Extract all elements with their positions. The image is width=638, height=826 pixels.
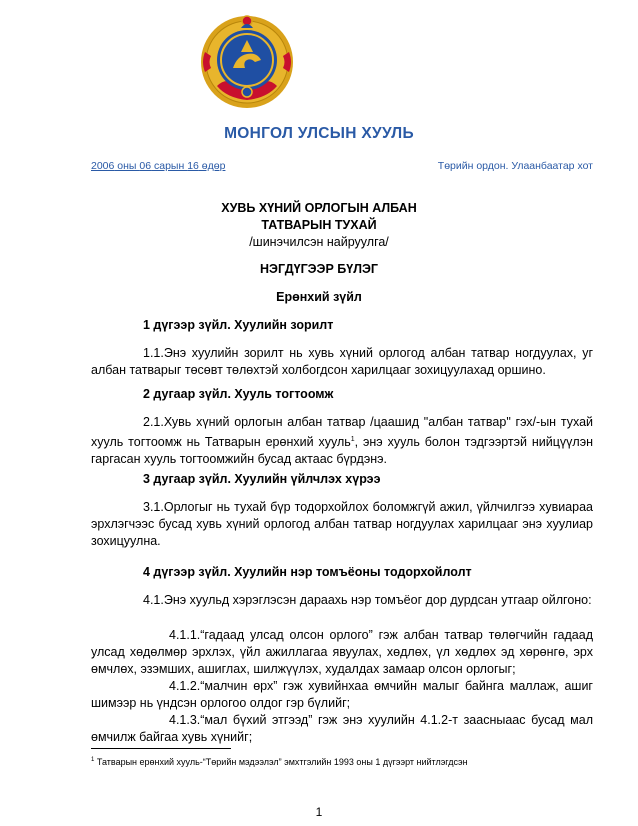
date-month: 06 [139,160,152,172]
date-day: 16 [187,160,199,172]
article-2-body-end: , энэ хууль болон тэдгээртэй нийцүүлэн гаргасан хууль тогтоомжийн бусад актаас бүрдэнэ. [91,435,593,467]
article-1-heading: 1 дүгээр зүйл. Хуулийн зорилт [143,318,334,332]
item-4-1-1-text: 4.1.1.“гадаад улсад олсон орлого” гэж албан татвар төлөгчийн гадаад улсад хөдөлмөр эрхлэх, үйл ажиллагаа явуулах, хөдлөх, үл хөдлөх эд хөрөнгө, эрх өмчлөх, эзэмших, ашиглах, шилжүүлэх, худалдах замаар олсон орлогыг; [91,628,593,676]
article-4-item-2 [91,678,593,712]
date-year: 2006 [91,160,115,172]
footnote-text: Татварын ерөнхий хууль-“Төрийн мэдээлэл” эмхтгэлийн 1993 оны 1 дүгээрт нийтлэгдсэн [96,757,468,767]
date-year-word: оны [114,160,140,172]
article-2-heading: 2 дугаар зүйл. Хууль тогтоомж [143,387,334,401]
place-of-signing: Төрийн ордон. Улаанбаатар хот [437,160,593,172]
article-4-text [91,592,593,609]
footnote-mark: 1 [91,757,95,763]
article-4-heading: 4 дүгээр зүйл. Хуулийн нэр томъёоны тодорхойлолт [143,565,472,579]
date-month-word: сарын [151,160,188,172]
article-3-body: 3.1.Орлогыг нь тухай бүр тодорхойлох боломжгүй ажил, үйлчилгээ хувиараа эрхлэгчээс бусад хувь хүний орлогод албан татвар ногдуулах харилцааг энэ хуулиар зохицуулна. [91,500,593,548]
law-name-line2: ТАТВАРЫН ТУХАЙ [261,218,377,232]
state-emblem-icon [197,12,297,110]
article-3-text [91,499,593,550]
law-name-line1: ХУВЬ ХҮНИЙ ОРЛОГЫН АЛБАН [221,201,417,215]
article-1-body: 1.1.Энэ хуулийн зорилт нь хувь хүний орлогод албан татвар ногдуулах, уг албан татварыг төсөвт төлөхтэй холбогдсон харилцааг зохицуулахад оршино. [91,346,593,377]
part-heading: НЭГДҮГЭЭР БҮЛЭГ [260,262,378,276]
law-revision-note: /шинэчилсэн найруулга/ [249,235,389,249]
item-4-1-2-text: 4.1.2.“малчин өрх” гэж хувийнхаа өмчийн малыг байнга маллаж, ашиг шимээр нь үндсэн орлогоо олдог гэр бүлийг; [91,679,593,710]
article-4-item-1 [91,627,593,678]
date-day-word: өдөр [198,160,226,172]
article-3-heading: 3 дугаар зүйл. Хуулийн үйлчлэх хүрээ [143,472,381,486]
article-1-text [91,345,593,379]
date-line [91,160,593,172]
article-4-item-3 [91,712,593,746]
page-number: 1 [315,805,323,819]
article-2-body-start: 2.1.Хувь хүний орлогын албан татвар /цаашид "албан татвар" гэх/-ын тухай хууль тогтоомж нь Татварын ерөнхий хууль [91,415,593,450]
article-4-body: 4.1.Энэ хуульд хэрэглэсэн дараахь нэр томъёог дор дурдсан утгаар ойлгоно: [143,593,592,607]
article-2-text [91,414,593,468]
document-title: МОНГОЛ УЛСЫН ХУУЛЬ [224,125,414,142]
footnote [91,757,468,767]
chapter-heading: Ерөнхий зүйл [276,290,362,304]
footnote-ref[interactable]: 1 [350,436,355,443]
item-4-1-3-text: 4.1.3.“мал бүхий этгээд” гэж энэ хуулийн 4.1.2-т заасныаас бусад мал өмчилж байгаа хувь хүнийг; [91,713,593,744]
footnote-separator [91,748,231,749]
